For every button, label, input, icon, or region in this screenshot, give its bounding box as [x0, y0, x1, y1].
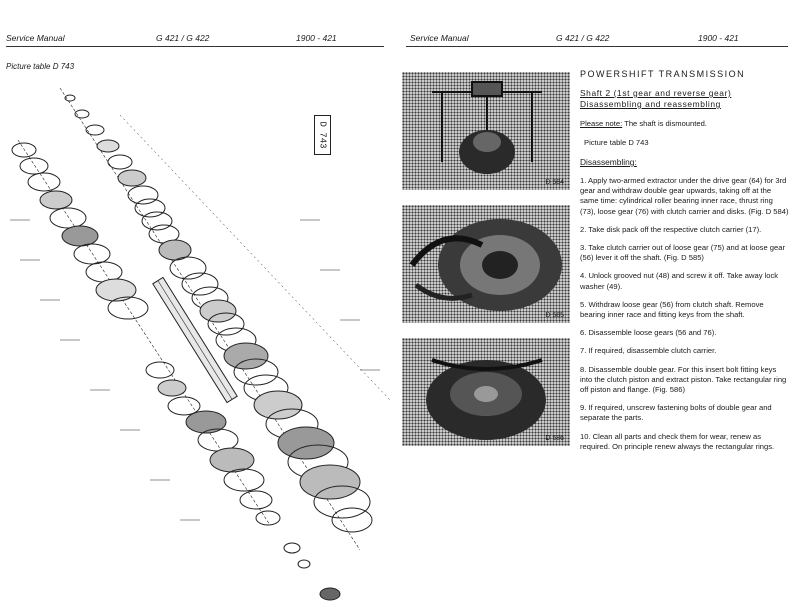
step-item: 9. If required, unscrew fastening bolts of double gear and separate the parts.	[580, 403, 772, 423]
steps-list	[580, 176, 790, 460]
exploded-view-diagram	[0, 70, 390, 611]
header-page-ref: 1900 - 421	[296, 33, 337, 43]
subheading	[580, 88, 790, 110]
header-models: G 421 / G 422	[556, 33, 610, 43]
step-item: 10. Clean all parts and check them for wear, renew as required. On principle renew always the rectangular rings.	[580, 431, 775, 451]
header-page-ref: 1900 - 421	[698, 33, 739, 43]
step-item: 1. Apply two-armed extractor under the drive gear (64) for 3rd gear and withdraw double gear upwards, taking off at the same time: cylindrical roller bearing inner race, thrust ring (73), loose gear (76) with clutch carrier and disks. (Fig. D 584)	[580, 176, 789, 216]
photo-label: D 586	[545, 435, 564, 442]
subheading-line2: Disassembling and reassembling	[580, 99, 721, 109]
step-item: 8. Disassemble double gear. For this insert bolt fitting keys into the clutch piston and extract piston. Take rectangular ring off piston and flange. (Fig. 586)	[580, 364, 787, 395]
header-title: Service Manual	[410, 33, 469, 43]
figure-stamp: D 743	[314, 115, 331, 155]
gear-stack-lower	[12, 143, 340, 600]
header-title: Service Manual	[6, 33, 65, 43]
right-page-header	[406, 30, 788, 47]
picture-table-ref: Picture table D 743	[584, 138, 649, 147]
step-item: 2. Take disk pack off the respective clutch carrier (17).	[580, 224, 762, 234]
disassembling-heading: Disassembling:	[580, 157, 637, 167]
photo-d584	[402, 72, 570, 190]
step-item: 3. Take clutch carrier out of loose gear (75) and at loose gear (56) lever it off the shaft. (Fig. D 585)	[580, 243, 786, 263]
left-page	[0, 0, 390, 611]
step-item: 5. Withdraw loose gear (56) from clutch shaft. Remove bearing inner race and fitting keys from the shaft.	[580, 299, 764, 320]
step-item: 6. Disassemble loose gears (56 and 76).	[580, 328, 717, 338]
step-item: 4. Unlock grooved nut (48) and screw it off. Take away lock washer (49).	[580, 271, 779, 291]
photo-d586	[402, 338, 570, 446]
photo-label: D 584	[545, 179, 564, 186]
photo-label: D 585	[545, 312, 564, 319]
subheading-line1: Shaft 2 (1st gear and reverse gear)	[580, 88, 732, 98]
header-models: G 421 / G 422	[156, 33, 210, 43]
section-title: POWERSHIFT TRANSMISSION	[580, 69, 746, 79]
note	[580, 119, 707, 128]
picture-table-caption: Picture table D 743	[6, 62, 75, 71]
note-label: Please note:	[580, 119, 623, 128]
step-item: 7. If required, disassemble clutch carrier.	[580, 346, 717, 356]
photo-d585	[402, 205, 570, 323]
left-page-header	[6, 30, 384, 47]
note-text: The shaft is dismounted.	[622, 119, 707, 128]
right-page	[400, 0, 794, 611]
